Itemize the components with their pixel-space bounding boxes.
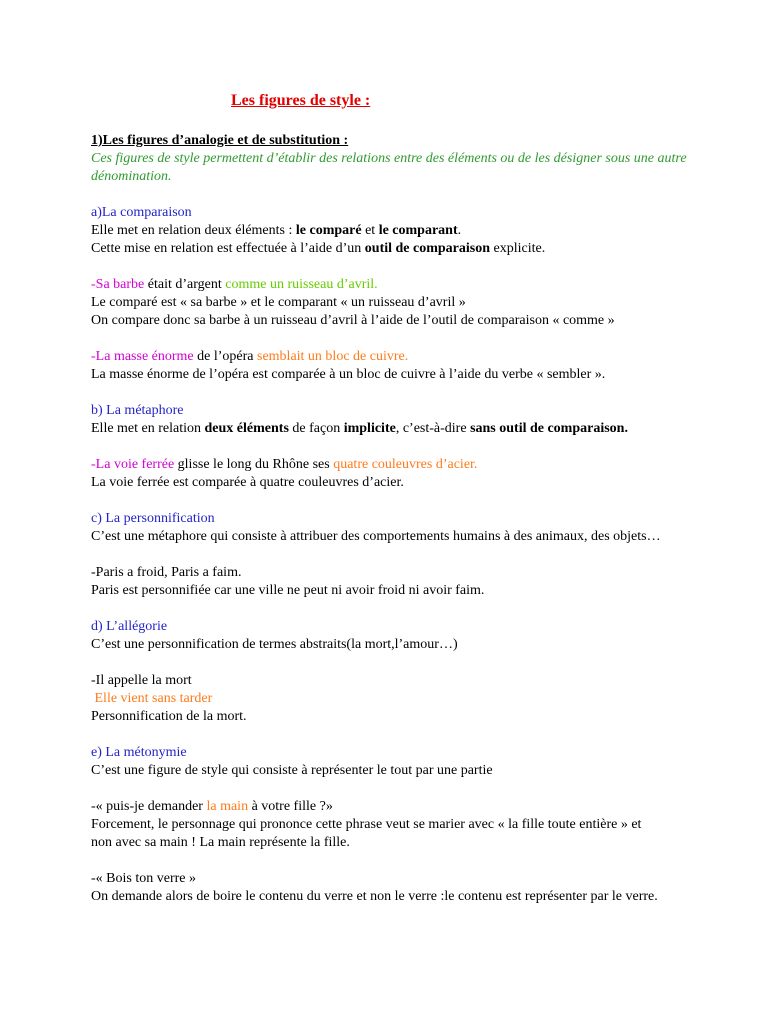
comparaison-definition-1: Elle met en relation deux éléments : le comparé et le comparant.: [91, 223, 462, 238]
heading-allegorie: d) L’allégorie: [91, 619, 168, 634]
allegorie-example-1: -Il appelle la mort: [91, 673, 192, 688]
metonymie-example-1-explanation: Forcement, le personnage qui prononce cette phrase veut se marier avec « la fille toute entière » et non avec sa main ! La main représente la fille.: [91, 817, 642, 850]
page-title: Les figures de style :: [231, 92, 371, 109]
comparaison-example-1: -Sa barbe était d’argent comme un ruisseau d’avril.: [91, 277, 378, 292]
personnification-definition: C’est une métaphore qui consiste à attribuer des comportements humains à des animaux, des objets…: [91, 529, 661, 544]
comparaison-example-2: -La masse énorme de l’opéra semblait un bloc de cuivre.: [91, 349, 409, 364]
document-body: [91, 132, 691, 906]
comparaison-example-2-explanation: La masse énorme de l’opéra est comparée à un bloc de cuivre à l’aide du verbe « sembler ».: [91, 367, 606, 382]
metonymie-example-1: -« puis-je demander la main à votre fille ?»: [91, 799, 333, 814]
comparaison-example-1-explanation-1: Le comparé est « sa barbe » et le comparant « un ruisseau d’avril »: [91, 295, 466, 310]
metaphore-example: -La voie ferrée glisse le long du Rhône ses quatre couleuvres d’acier.: [91, 457, 478, 472]
allegorie-example-explanation: Personnification de la mort.: [91, 709, 247, 724]
heading-personnification: c) La personnification: [91, 511, 215, 526]
heading-metonymie: e) La métonymie: [91, 745, 187, 760]
metonymie-definition: C’est une figure de style qui consiste à représenter le tout par une partie: [91, 763, 493, 778]
section-intro: Ces figures de style permettent d’établir des relations entre des éléments ou de les désigner sous une autre dénomination.: [91, 151, 687, 184]
heading-metaphore: b) La métaphore: [91, 403, 184, 418]
metaphore-definition: Elle met en relation deux éléments de façon implicite, c’est-à-dire sans outil de comparaison.: [91, 421, 628, 436]
metonymie-example-2-explanation: On demande alors de boire le contenu du verre et non le verre :le contenu est représenter par le verre.: [91, 889, 658, 904]
allegorie-example-2: Elle vient sans tarder: [91, 691, 213, 706]
metaphore-example-explanation: La voie ferrée est comparée à quatre couleuvres d’acier.: [91, 475, 404, 490]
allegorie-definition: C’est une personnification de termes abstraits(la mort,l’amour…): [91, 637, 458, 652]
metonymie-example-2: -« Bois ton verre »: [91, 871, 196, 886]
personnification-example: -Paris a froid, Paris a faim.: [91, 565, 242, 580]
personnification-example-explanation: Paris est personnifiée car une ville ne peut ni avoir froid ni avoir faim.: [91, 583, 485, 598]
comparaison-definition-2: Cette mise en relation est effectuée à l’aide d’un outil de comparaison explicite.: [91, 241, 546, 256]
heading-comparaison: a)La comparaison: [91, 205, 192, 220]
comparaison-example-1-explanation-2: On compare donc sa barbe à un ruisseau d’avril à l’aide de l’outil de comparaison « comme »: [91, 313, 615, 328]
section-heading-analogie: 1)Les figures d’analogie et de substitution :: [91, 133, 349, 148]
